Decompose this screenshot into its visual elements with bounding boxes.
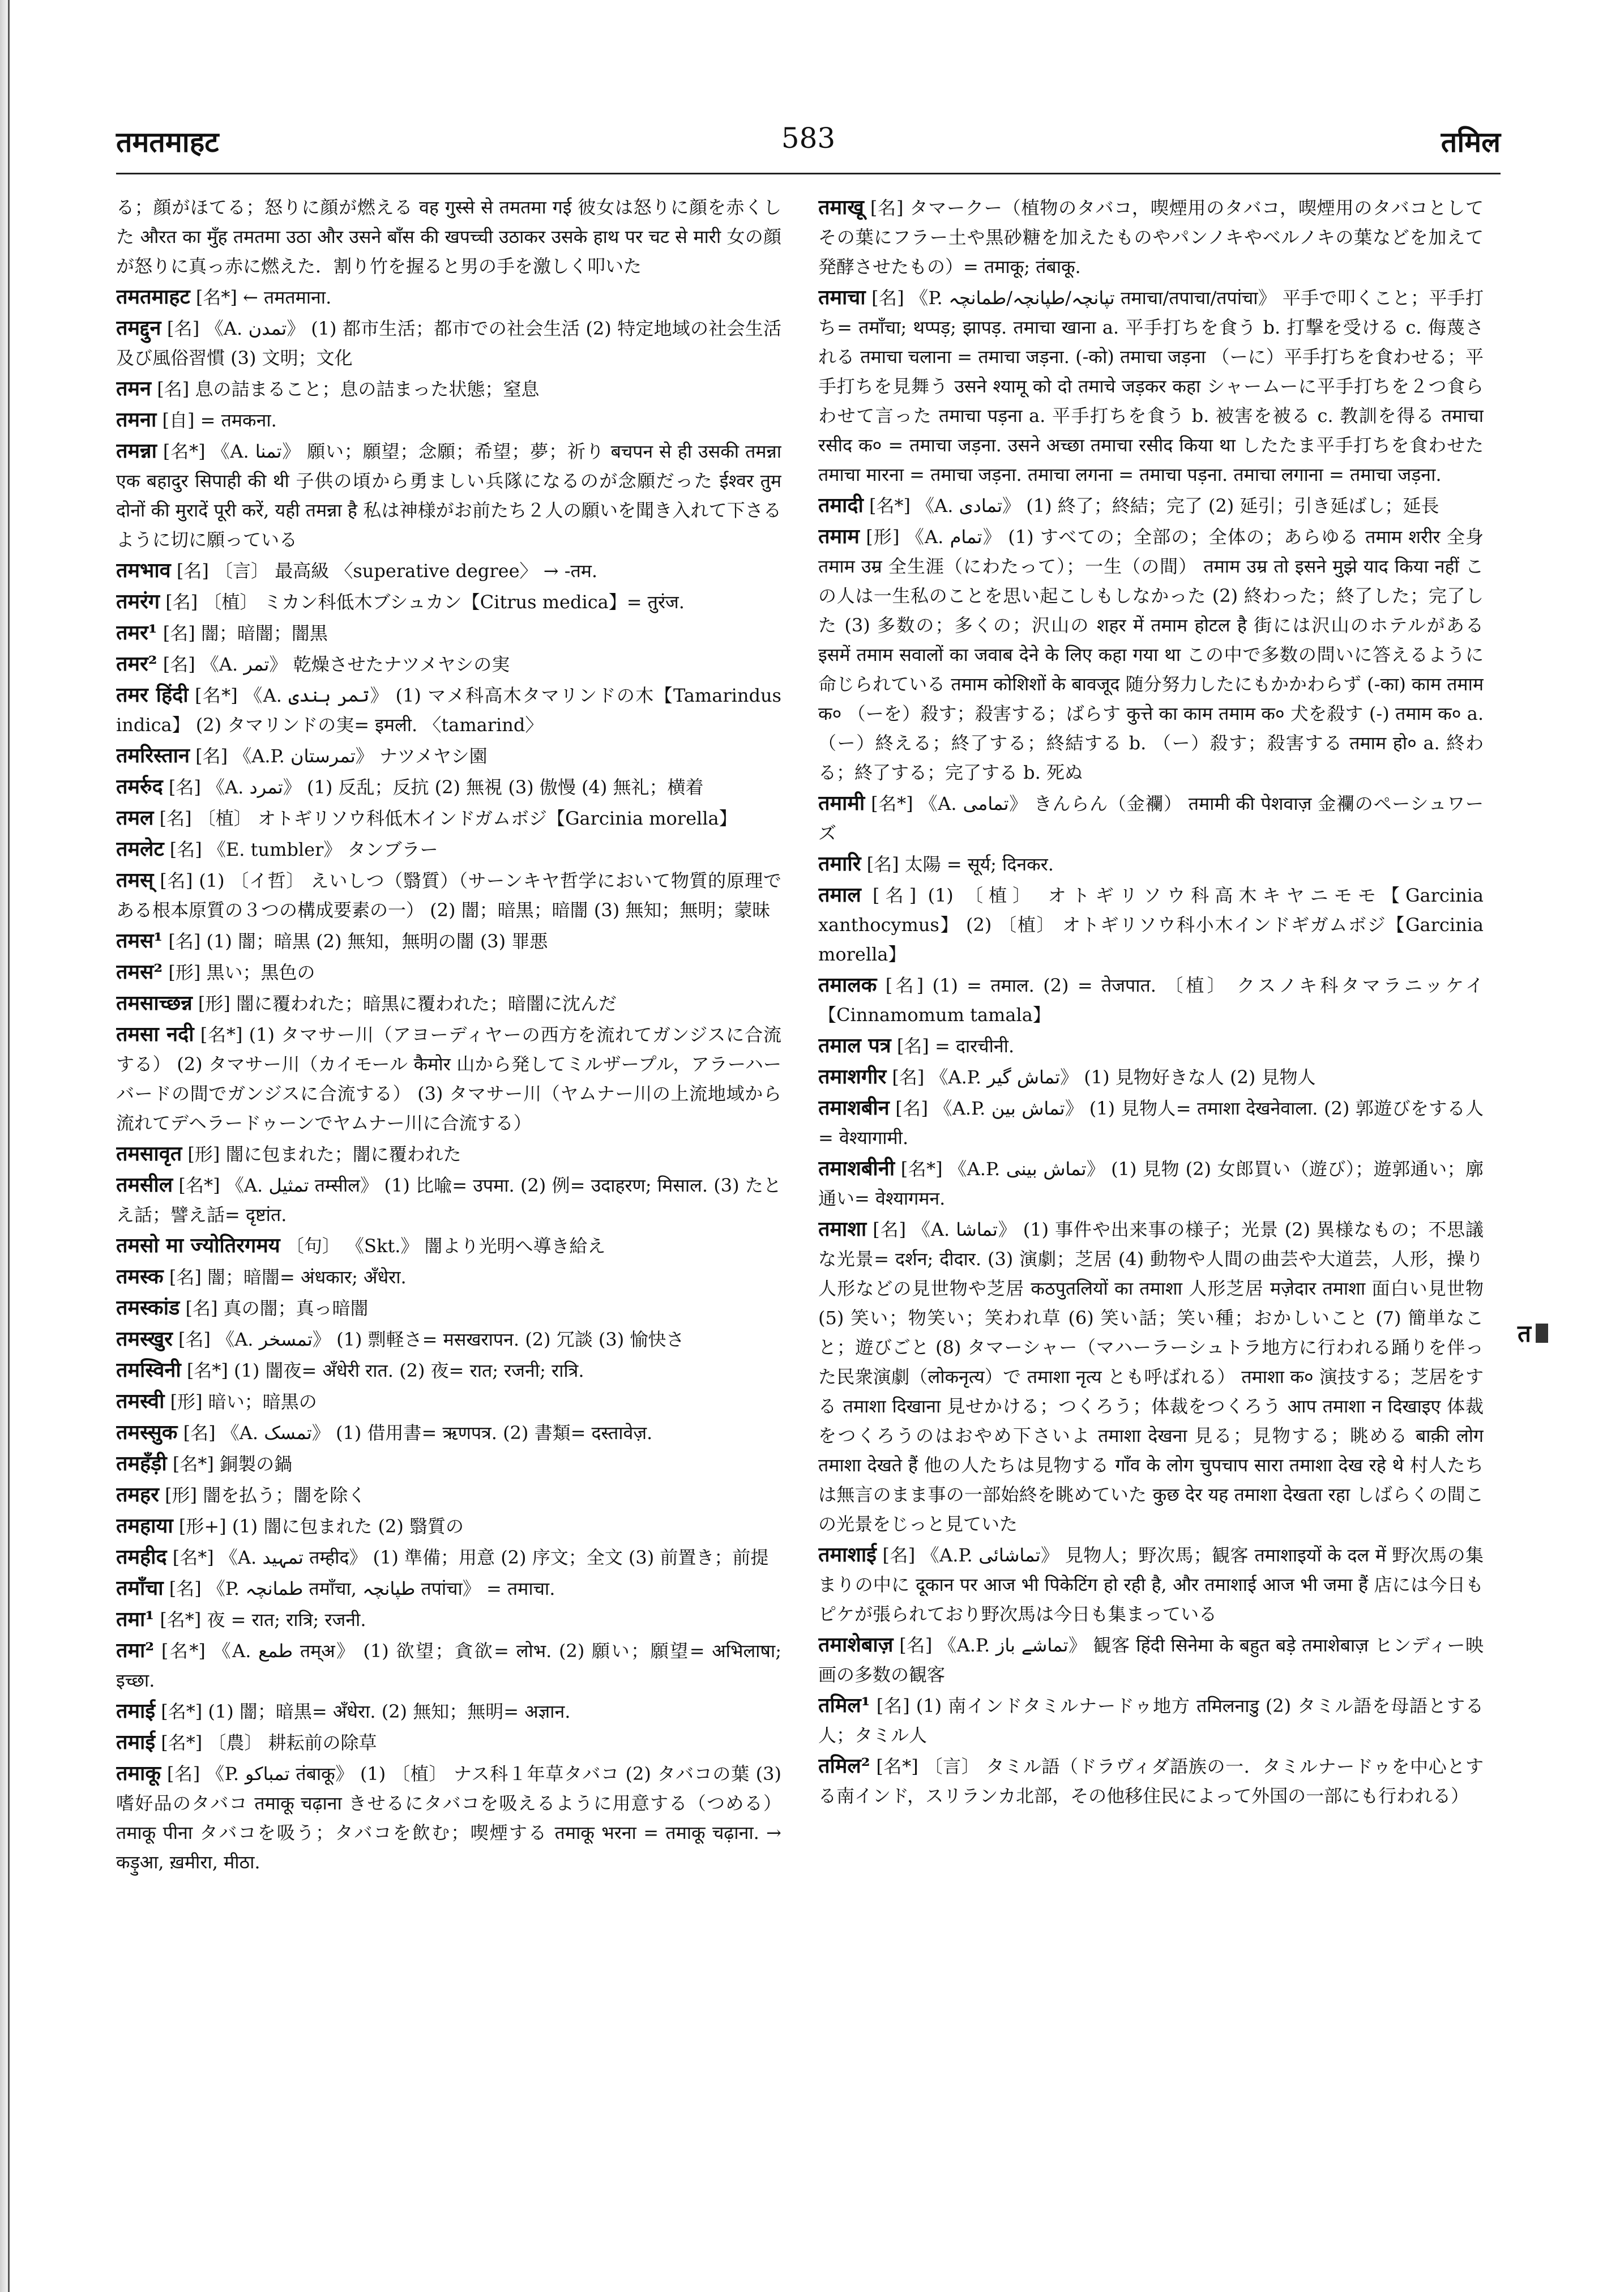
dictionary-entry [818,1630,1484,1689]
entry-definition: [名] 《A.P. تمرستان》 ナツメヤシ園 [195,745,488,767]
thumb-index-tab [1518,1317,1548,1349]
dictionary-entry [116,1386,781,1416]
dictionary-entry [116,556,781,586]
entry-definition: [名] 《A. تمدن》 (1) 都市生活；都市での社会生活 (2) 特定地域の社会生活及び風俗習慣 (3) 文明；文化 [116,318,781,369]
entry-headword: तमना [116,408,157,432]
entry-headword: तमरिस्तान [116,744,190,767]
page-number: 583 [781,122,836,155]
entry-definition: [名] 《A.P. تماشے باز》 観客 हिंदी सिनेमा के बहुत बड़े तमाशेबाज़ ヒンディー映画の多数の観客 [818,1634,1484,1685]
entry-headword: तमाल [818,883,861,907]
entry-headword: तमाँचा [116,1576,164,1600]
dictionary-entry [116,926,781,956]
dictionary-entry [116,1262,781,1292]
entry-definition: [名*] 《A. تمنا》 願い；願望；念願；希望；夢；祈り बचपन से ही उसकी तमन्ना एक बहादुर सिपाही की थी 子供の頃から勇ましい兵隊になるのが念願だった ईश्वर तुम दोनों की मुरादें पूरी करें, यही तमन्ना है 私は神様がお前たち２人の願いを聞き入れて下さるように切に願っている [116,441,781,550]
entry-definition: [名] (1) 南インドタミルナードゥ地方 तमिलनाडु (2) タミル語を母語とする人；タミル人 [818,1695,1484,1746]
dictionary-entry [116,834,781,864]
entry-definition: [名*] 《A. تمادی》 (1) 終了；終結；完了 (2) 延引；引き延ばし；延長 [869,495,1439,517]
header-rule [116,173,1501,174]
entry-definition: [名] 《A.P. تماش بین》 (1) 見物人= तमाशा देखनेवाला. (2) 郭遊びをする人= वेश्यागामी. [818,1098,1484,1149]
dictionary-entry [116,193,781,281]
entry-headword: तमन [116,377,152,400]
dictionary-entry [116,1636,781,1695]
entry-headword: तमा² [116,1638,155,1662]
left-running-headword: तमतमाहट [116,125,219,159]
entry-headword: तमाशगीर [818,1065,887,1089]
entry-definition: [形] 黒い；黒色の [168,962,315,983]
entry-definition: [名*] 〔農〕 耕耘前の除草 [161,1732,377,1753]
left-column [116,193,781,2260]
entry-headword: तमसावृत [116,1142,182,1166]
entry-headword: तमस्वी [116,1389,165,1413]
entry-headword: तमादी [818,493,864,517]
dictionary-entry [116,618,781,648]
dictionary-entry [116,1231,781,1261]
dictionary-entry [116,313,781,373]
entry-headword: तमसा नदी [116,1022,194,1046]
entry-definition: [名*] 《A. تمر ہندی》 (1) マメ科高木タマリンドの木【Tamarindus indica】 (2) タマリンドの実= इमली. 〈tamarind〉 [116,685,781,736]
entry-headword: तमस्क [116,1265,164,1288]
dictionary-entry [818,490,1484,520]
right-column [818,193,1484,2260]
dictionary-entry [818,880,1484,969]
entry-headword: तमा¹ [116,1607,155,1631]
entry-definition: [自] = तमकना. [162,409,277,431]
entry-definition: [名*] 《A. طمع तम्अ》 (1) 欲望；貪欲= लोभ. (2) 願い；願望= अभिलाषा; इच्छा. [116,1640,781,1691]
entry-definition: る；顔がほてる；怒りに顔が燃える वह गुस्से से तमतमा गई 彼女は怒りに顔を赤くした औरत का मुँह तमतमा उठा और उसने बाँस की खपच्ची उठाकर उसके हाथ पर चट से मारी 女の顔が怒りに真っ赤に燃えた．割り竹を握ると男の手を激しく叩いた [116,197,781,277]
entry-headword: तमद्दुन [116,316,161,340]
entry-headword: तमलेट [116,837,164,861]
entry-definition: [名*] ← तमतमाना. [195,287,332,308]
dictionary-entry [116,1355,781,1385]
dictionary-entry [116,1480,781,1510]
entry-headword: तमाशाई [818,1543,877,1567]
entry-headword: तमस् [116,868,154,892]
dictionary-entry [116,1511,781,1541]
dictionary-entry [818,1751,1484,1811]
scan-edge [0,0,8,2292]
dictionary-entry [116,1293,781,1323]
entry-definition: [名*] 《A. تمثیل तम्सील》 (1) 比喩= उपमा. (2) 例= उदाहरण; मिसाल. (3) たとえ話；譬え話= दृष्टांत. [116,1175,781,1226]
entry-headword: तमसाच्छन्न [116,991,193,1015]
entry-definition: [名] 《A. تمر》 乾燥させたナツメヤシの実 [163,654,510,675]
entry-headword: तमस¹ [116,929,163,953]
entry-definition: [形] 闇を払う；闇を除く [165,1484,366,1506]
entry-definition: [名] 闇；暗闇；闇黒 [163,622,328,644]
entry-definition: [名] 闇；暗闇= अंधकार; अँधेरा. [169,1266,407,1288]
dictionary-entry [818,788,1484,848]
entry-definition: [名*] 《A.P. تماش بینی》 (1) 見物 (2) 女郎買い（遊び）；遊郭通い；廓通い= वेश्यागमन. [818,1158,1484,1209]
entry-headword: तमाचा [818,285,866,309]
dictionary-entry [116,803,781,833]
entry-definition: [名*] 《A. تمامی》 きんらん（金襴） तमामी की पेशवाज़ 金襴のペーシュワーズ [818,793,1484,844]
entry-headword: तमल [116,806,154,830]
entry-definition: [名] 《E. tumbler》 タンブラー [169,839,438,860]
dictionary-entry [116,1542,781,1572]
entry-definition: [名] 《A. تمسخر》 (1) 剽軽さ= मसखरापन. (2) 冗談 (3) 愉快さ [178,1329,685,1350]
entry-headword: तमाशा [818,1217,867,1241]
entry-headword: तमर¹ [116,621,157,645]
entry-headword: तमाशबीनी [818,1156,895,1180]
entry-headword: तमाम [818,524,860,548]
scan-edge-line [8,0,10,2292]
entry-headword: तमन्ना [116,439,157,463]
entry-definition: [形] 闇に包まれた；闇に覆われた [187,1143,461,1165]
entry-definition: [名*] 夜 = रात; रात्रि; रजनी. [160,1609,366,1631]
dictionary-entry [818,522,1484,787]
entry-headword: तमाई [116,1699,156,1723]
dictionary-entry [116,680,781,740]
entry-headword: तमसो मा ज्योतिरगमय [116,1234,280,1257]
dictionary-entry [116,1759,781,1877]
entry-definition: [名] 息の詰まること；息の詰まった状態；窒息 [157,378,540,400]
entry-headword: तमस्कांड [116,1296,180,1320]
entry-definition: [名*] 銅製の鍋 [172,1453,293,1475]
entry-definition: [名*] (1) 闇夜= अँधेरी रात. (2) 夜= रात; रजनी; रात्रि. [186,1360,584,1381]
dictionary-entry [116,772,781,802]
dictionary-entry [818,193,1484,281]
entry-definition: [形] 暗い；暗黒の [170,1391,317,1412]
entry-headword: तमाखू [818,195,864,219]
dictionary-entry [116,405,781,435]
dictionary-entry [818,1093,1484,1153]
dictionary-entry [116,374,781,404]
entry-definition: [名] 《P. تپانچہ/طپانچہ/طمانچہ तमाचा/तपाचा/तपांचा》 平手で叩くこと；平手打ち= तमाँचा; थप्पड़; झापड़. तमाचा खाना a. 平手打ちを食う b. 打撃を受ける c. 侮蔑される तमाचा चलाना = तमाचा जड़ना. (-को) तमाचा जड़ना （ーに）平手打ちを食わせる；平手打ちを見舞う उसने श्यामू को दो तमाचे जड़कर कहा シャームーに平手打ちを２つ食らわせて言った तमाचा पड़ना a. 平手打ちを食う b. 被害を被る c. 教訓を得る तमाचा रसीद क० = तमाचा जड़ना. उसने अच्छा तमाचा रसीद किया था したたま平手打ちを食わせた तमाचा मारना = तमाचा जड़ना. तमाचा लगना = तमाचा पड़ना. तमाचा लगाना = तमाचा जड़ना. [818,287,1484,485]
entry-headword: तमरंग [116,590,160,613]
dictionary-entry [116,1418,781,1448]
entry-definition: [名] タマークー（植物のタバコ，喫煙用のタバコ，喫煙用のタバコとしてその葉にフラー土や黒砂糖を加えたものやパンノキやベルノキの葉などを加えて発酵させたもの）= तमाकू; तंबाकू. [818,197,1484,278]
entry-headword: तमामी [818,791,865,815]
dictionary-entry [818,1062,1484,1092]
entry-headword: तमस्सुक [116,1420,178,1444]
dictionary-entry [116,1324,781,1354]
entry-headword: तमाई [116,1730,156,1754]
dictionary-entry [116,1604,781,1634]
entry-headword: तमिल¹ [818,1693,870,1717]
dictionary-entry [818,1031,1484,1061]
entry-definition: [名] 《A. تمسک》 (1) 借用書= ऋणपत्र. (2) 書類= दस्तावेज़. [183,1422,653,1444]
dictionary-entry [116,282,781,312]
thumb-index-letter: त [1518,1320,1531,1347]
dictionary-entry [818,1214,1484,1539]
entry-headword: तमतमाहट [116,285,190,309]
entry-definition: [名*] 《A. تمہید तम्हीद》 (1) 準備；用意 (2) 序文；全文 (3) 前置き；前提 [172,1547,769,1568]
right-running-headword: तमिल [1441,125,1501,159]
entry-headword: तमहर [116,1483,159,1506]
dictionary-entry [116,1573,781,1603]
entry-definition: [形] 《A. تمام》 (1) すべての；全部の；全体の；あらゆる तमाम शरीर 全身 तमाम उम्र 全生涯（にわたって）；一生（の間） तमाम उम्र तो इसने मुझे याद किया नहीं この人は一生私のことを思い起こしもしなかった (2) 終わった；終了した；完了した (3) 多数の；多くの；沢山の शहर में तमाम होटल है 街には沢山のホテルがある इसमें तमाम सवालों का जवाब देने के लिए कहा गया था この中で多数の問いに答えるように命じられている तमाम कोशिशों के बावजूद 随分努力したにもかかわらず (-का) काम तमाम क० （ーを）殺す；殺害する；ばらす कुत्ते का काम तमाम क० 犬を殺す (-) तमाम क० a. （ー）終える；終了する；終結する b. （ー）殺す；殺害する तमाम हो० a. 終わる；終了する；完了する b. 死ぬ [818,526,1484,783]
entry-definition: [名] (1) = तमाल. (2) = तेजपात. 〔植〕 クスノキ科タマラニッケイ【Cinnamomum tamala】 [818,975,1484,1026]
dictionary-entry [116,957,781,987]
entry-definition: 〔句〕 《Skt.》 闇より光明へ導き給え [285,1235,606,1257]
entry-definition: [名] 《A.P. تماشائی》 見物人；野次馬；観客 तमाशाइयों के दल में 野次馬の集まりの中に दूकान पर आज भी पिकेटिंग हो रही है, और तमाशाई आज भी जमा हैं 店には今日もピケが張られており野次馬は今日も集まっている [818,1544,1484,1625]
entry-headword: तमभाव [116,558,171,582]
entry-headword: तमस्खुर [116,1327,173,1351]
dictionary-entry [818,1154,1484,1213]
entry-definition: [名*] (1) 闇；暗黒= अँधेरा. (2) 無知；無明= अज्ञान. [161,1701,571,1722]
entry-definition: [名] 《P. تمباکو तंबाकू》 (1) 〔植〕 ナス科１年草タバコ (2) タバコの葉 (3) 嗜好品のタバコ तमाकू चढ़ाना きせるにタバコを吸えるように用意する（つめる） तमाकू पीना タバコを吸う；タバコを飲む；喫煙する तमाकू भरना = तमाकू चढ़ाना. → कड़ुआ, ख़मीरा, मीठा. [116,1763,781,1873]
entry-headword: तमसील [116,1173,173,1197]
entry-definition: [形+] (1) 闇に包まれた (2) 翳質の [178,1516,464,1537]
entry-headword: तमाशेबाज़ [818,1633,894,1657]
entry-headword: तमालक [818,973,877,997]
entry-headword: तमर्रुद [116,775,163,799]
dictionary-entry [818,283,1484,489]
dictionary-entry [116,587,781,617]
entry-definition: [名*] 〔言〕 タミル語（ドラヴィダ語族の一．タミルナードゥを中心とする南インド，スリランカ北部，その他移住民によって外国の一部にも行われる） [818,1756,1484,1807]
page-header [116,122,1501,167]
entry-definition: [名] 《A. تماشا》 (1) 事件や出来事の様子；光景 (2) 異様なもの；不思議な光景= दर्शन; दीदार. (3) 演劇；芝居 (4) 動物や人間の曲芸や大道芸，人形，操り人形などの見世物や芝居 कठपुतलियों का तमाशा 人形芝居 मज़ेदार तमाशा 面白い見世物 (5) 笑い；物笑い；笑われ草 (6) 笑い話；笑い種；おかしいこと (7) 簡単なこと；遊びごと (8) タマーシャー（マハーラーシュトラ地方に行われる踊りを伴った民衆演劇（लोकनृत्य）で तमाशा नृत्य とも呼ばれる） तमाशा क० 演技する；芝居をする तमाशा दिखाना 見せかける；つくろう；体裁をつくろう आप तमाशा न दिखाइए 体裁をつくろうのはおやめ下さいよ तमाशा देखना 見る；見物する；眺める बाक़ी लोग तमाशा देखते हैं 他の人たちは見物する गाँव के लोग चुपचाप सारा तमाशा देख रहे थे 村人たちは無言のまま事の一部始終を眺めていた कुछ देर यह तमाशा देखता रहा しばらくの間この光景をじっと見ていた [818,1219,1484,1535]
entry-definition: [名] (1) 〔イ哲〕 えいしつ（翳質）（サーンキヤ哲学において物質的原理である根本原質の３つの構成要素の一） (2) 闇；暗黒；暗闇 (3) 無知；無明；蒙昧 [116,870,781,921]
dictionary-entry [116,1170,781,1230]
thumb-index-block [1536,1324,1548,1343]
entry-headword: तमारि [818,852,861,876]
entry-headword: तमाल पत्र [818,1034,891,1057]
entry-definition: [名] (1) 〔植〕 オトギリソウ科高木キヤニモモ【Garcinia xanthocymus】 (2) 〔植〕 オトギリソウ科小木インドギガムボジ【Garcinia morella】 [818,885,1484,965]
dictionary-entry [818,1691,1484,1750]
entry-definition: [名] 〔植〕 オトギリソウ科低木インドガムボジ【Garcinia morella】 [159,808,737,829]
entry-headword: तमस² [116,960,163,984]
entry-headword: तमर हिंदी [116,683,189,707]
dictionary-entry [116,741,781,771]
entry-headword: तमहाया [116,1514,173,1538]
entry-definition: [名] 太陽 = सूर्य; दिनकर. [866,853,1054,875]
entry-definition: [形] 闇に覆われた；暗黒に覆われた；暗闇に沈んだ [198,993,617,1014]
dictionary-entry [116,865,781,925]
dictionary-entry [818,1540,1484,1629]
entry-definition: [名] 〔植〕 ミカン科低木ブシュカン【Citrus medica】= तुरंज. [165,591,685,613]
dictionary-entry [116,649,781,679]
dictionary-entry [116,1727,781,1757]
dictionary-entry [116,1449,781,1479]
entry-headword: तमाशबीन [818,1096,890,1120]
entry-definition: [名*] (1) タマサー川（アヨーディヤーの西方を流れてガンジスに合流する） (2) タマサー川（カイモール कैमोर 山から発してミルザープル，アラーハーバードの間でガンジスに合流する） (3) タマサー川（ヤムナー川の上流地域から流れてデヘラードゥーンでヤムナー川に合流する） [116,1024,781,1134]
entry-definition: [名] 真の闇；真っ暗闇 [185,1297,369,1319]
dictionary-entry [818,970,1484,1030]
entry-definition: [名] 《P. طمانچہ तमाँचा, طپانچہ तपांचा》 = तमाचा. [169,1578,555,1599]
dictionary-entry [116,1139,781,1169]
dictionary-entry [116,1696,781,1726]
entry-headword: तमहीद [116,1545,167,1569]
dictionary-entry [116,1019,781,1138]
entry-headword: तमाकू [116,1761,161,1785]
entry-definition: [名] 〔言〕 最高級 〈superative degree〉 → -तम. [176,560,598,582]
entry-definition: [名] = दारचीनी. [896,1035,1015,1057]
entry-definition: [名] 《A.P. تماش گیر》 (1) 見物好きな人 (2) 見物人 [892,1066,1316,1088]
entry-headword: तमिल² [818,1754,870,1778]
entry-definition: [名] 《A. تمرد》 (1) 反乱；反抗 (2) 無視 (3) 傲慢 (4) 無礼；横着 [168,776,704,798]
entry-definition: [名] (1) 闇；暗黒 (2) 無知，無明の闇 (3) 罪悪 [168,931,548,952]
entry-headword: तमर² [116,652,157,676]
entry-headword: तमहँड़ी [116,1452,167,1475]
dictionary-entry [116,988,781,1018]
dictionary-entry [818,849,1484,879]
dictionary-entry [116,436,781,554]
entry-headword: तमस्विनी [116,1358,181,1382]
